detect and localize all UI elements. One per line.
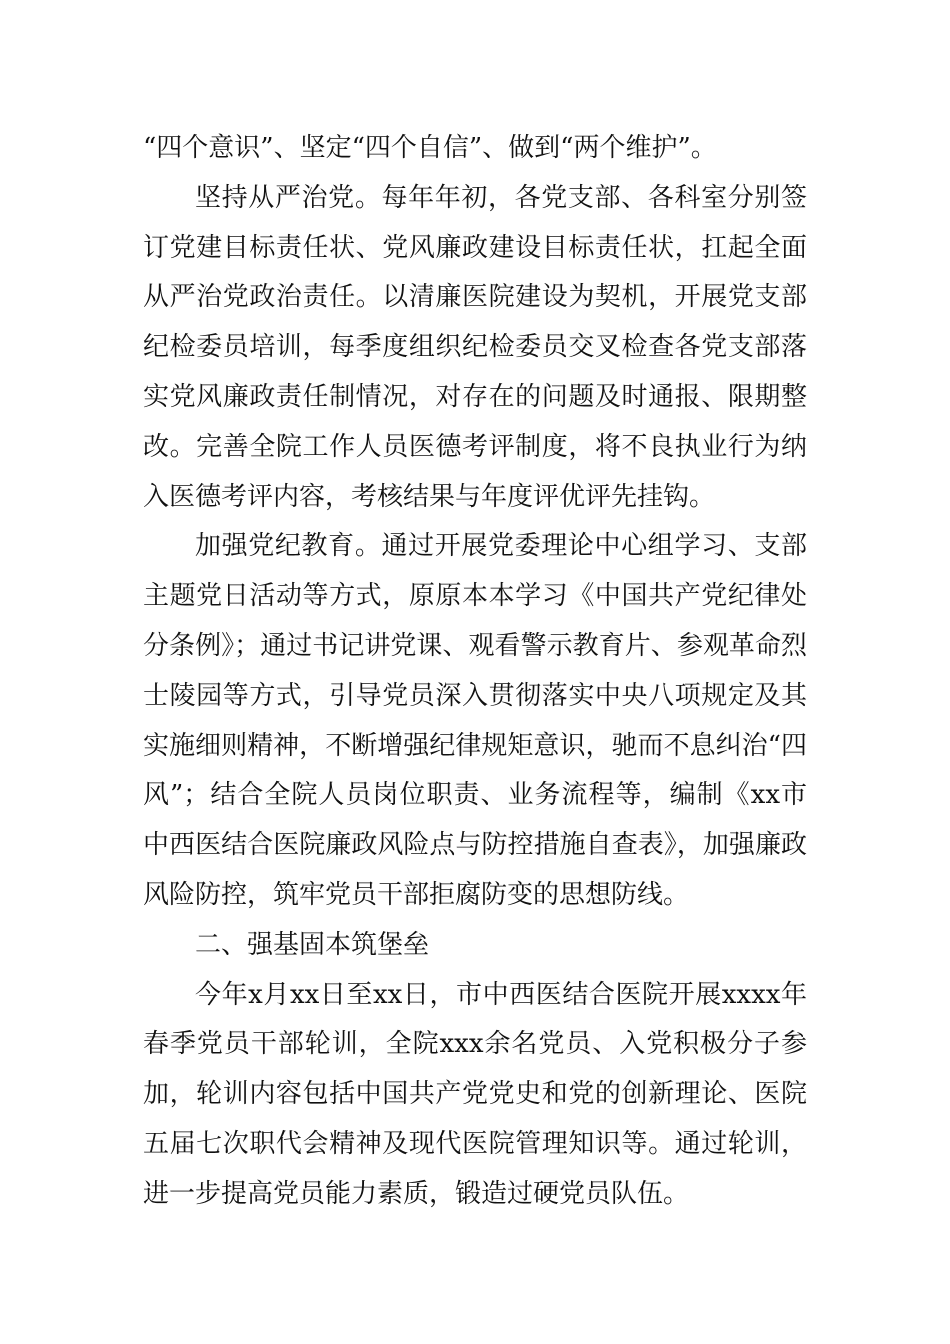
document-body	[143, 124, 807, 1220]
section-heading-strengthen-foundation: 二、强基固本筑堡垒	[195, 929, 430, 960]
paragraph-discipline-education: 加强党纪教育。通过开展党委理论中心组学习、支部主题党日活动等方式，原原本本学习《中国共产党纪律处分条例》；通过书记讲党课、观看警示教育片、参观革命烈士陵园等方式，引导党员深入贯彻落实中央八项规定及其实施细则精神，不断增强纪律规矩意识，驰而不息纠治“四风”；结合全院人员岗位职责、业务流程等，编制《xx市中西医结合医院廉政风险点与防控措施自查表》，加强廉政风险防控，筑牢党员干部拒腐防变的思想防线。	[143, 531, 807, 910]
paragraph-strict-party-governance: 坚持从严治党。每年年初，各党支部、各科室分别签订党建目标责任状、党风廉政建设目标责任状，扛起全面从严治党政治责任。以清廉医院建设为契机，开展党支部纪检委员培训，每季度组织纪检委员交叉检查各党支部落实党风廉政责任制情况，对存在的问题及时通报、限期整改。完善全院工作人员医德考评制度，将不良执业行为纳入医德考评内容，考核结果与年度评优评先挂钩。	[143, 182, 807, 512]
paragraph-continuation: “四个意识”、坚定“四个自信”、做到“两个维护”。	[143, 133, 717, 163]
paragraph-spring-training: 今年x月xx日至xx日，市中西医结合医院开展xxxx年春季党员干部轮训，全院xxx余名党员、入党积极分子参加，轮训内容包括中国共产党党史和党的创新理论、医院五届七次职代会精神及现代医院管理知识等。通过轮训，进一步提高党员能力素质，锻造过硬党员队伍。	[143, 979, 807, 1209]
